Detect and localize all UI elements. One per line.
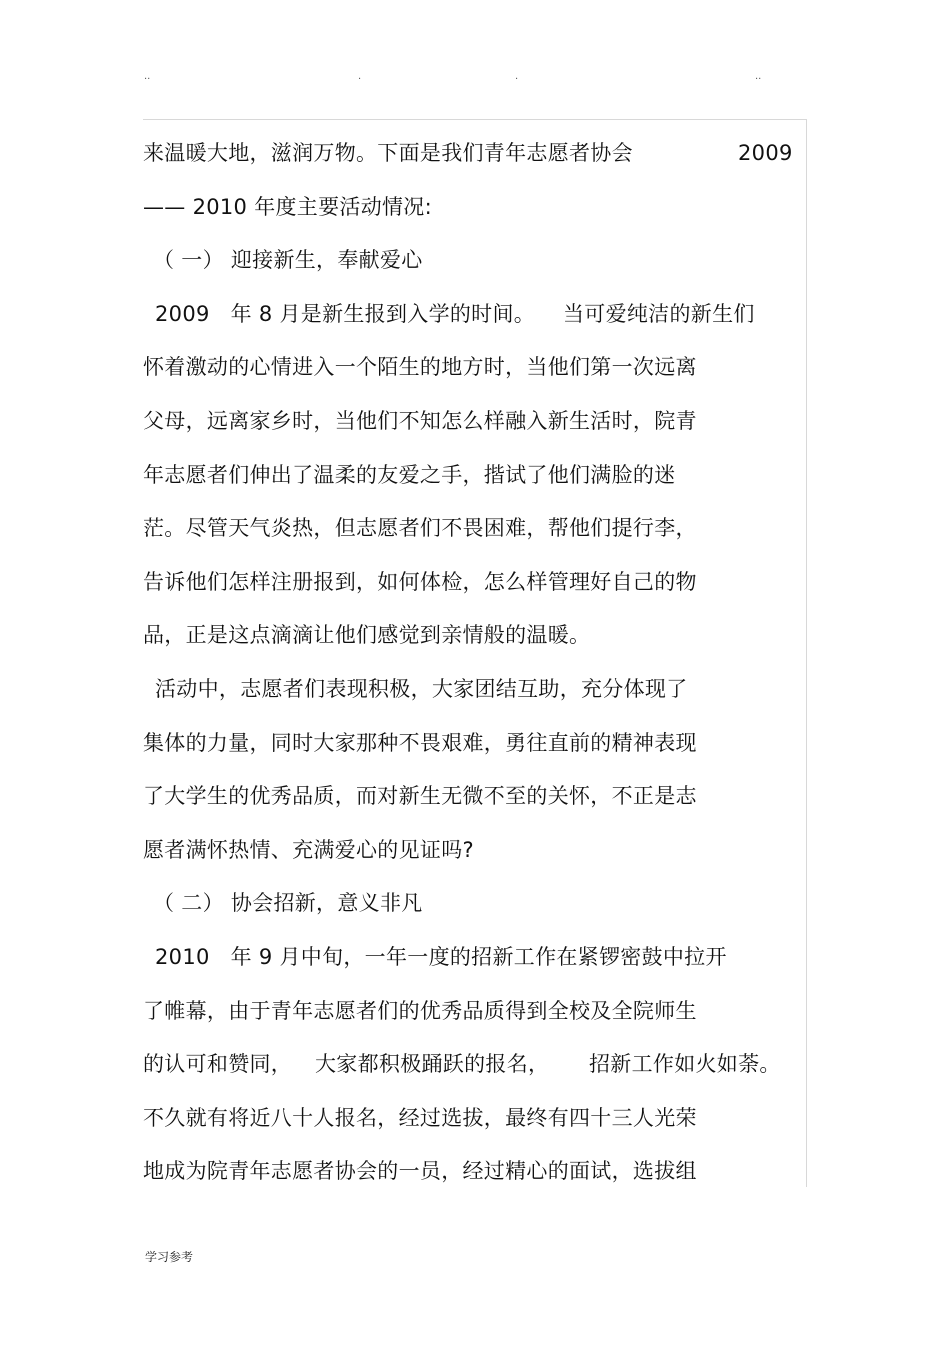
text-line — [143, 395, 803, 449]
text-line — [143, 663, 803, 717]
frame-right-border — [806, 119, 807, 1187]
text-segment: （ 二） 协会招新，意义非凡 — [153, 891, 423, 916]
page-header-marks — [0, 72, 950, 92]
text-line — [143, 127, 803, 181]
header-mark: . — [515, 71, 519, 82]
text-segment: 招新工作如火如荼。 — [589, 1052, 781, 1077]
text-line — [143, 770, 803, 824]
footer-label: 学习参考 — [145, 1250, 194, 1264]
text-segment: 地成为院青年志愿者协会的一员，经过精心的面试，选拔组 — [143, 1159, 697, 1184]
text-segment: 年志愿者们伸出了温柔的友爱之手，揩试了他们满脸的迷 — [143, 462, 676, 487]
section-heading — [143, 877, 803, 931]
text-segment: 父母，远离家乡时，当他们不知怎么样融入新生活时，院青 — [143, 408, 697, 433]
text-segment: 集体的力量，同时大家那种不畏艰难，勇往直前的精神表现 — [143, 730, 697, 755]
text-line — [143, 556, 803, 610]
text-segment: 2009 年 8 月是新生报到入学的时间。 当可爱纯洁的新生们 — [155, 301, 755, 326]
text-segment: 怀着激动的心情进入一个陌生的地方时，当他们第一次远离 — [143, 355, 697, 380]
frame-top-border — [143, 119, 807, 120]
section-heading — [143, 234, 803, 288]
text-segment: 品，正是这点滴滴让他们感觉到亲情般的温暖。 — [143, 623, 591, 648]
text-line — [143, 502, 803, 556]
text-segment: 大家都积极踊跃的报名， — [315, 1052, 550, 1077]
text-line — [143, 341, 803, 395]
text-segment: 来温暖大地，滋润万物。下面是我们青年志愿者协会 — [143, 141, 633, 165]
text-line — [143, 717, 803, 771]
text-segment: 不久就有将近八十人报名，经过选拔，最终有四十三人光荣 — [143, 1105, 697, 1130]
text-line — [143, 1145, 803, 1199]
text-line — [143, 609, 803, 663]
text-segment: 告诉他们怎样注册报到，如何体检，怎么样管理好自己的物 — [143, 569, 697, 594]
text-line — [143, 1092, 803, 1146]
text-segment: 2009 — [738, 141, 793, 165]
text-line — [143, 824, 803, 878]
text-line — [143, 931, 803, 985]
text-segment: 愿者满怀热情、充满爱心的见证吗? — [143, 837, 474, 862]
text-line — [143, 985, 803, 1039]
text-line — [143, 288, 803, 342]
text-segment: —— 2010 年度主要活动情况: — [143, 194, 432, 219]
text-line — [143, 1038, 803, 1092]
text-segment: 了大学生的优秀品质，而对新生无微不至的关怀，不正是志 — [143, 784, 697, 809]
text-segment: 活动中，志愿者们表现积极，大家团结互助，充分体现了 — [155, 676, 688, 701]
text-segment: 了帷幕，由于青年志愿者们的优秀品质得到全校及全院师生 — [143, 998, 697, 1023]
text-segment: （ 一） 迎接新生，奉献爱心 — [153, 248, 423, 273]
header-mark: .. — [144, 71, 151, 82]
header-mark: .. — [755, 71, 762, 82]
text-line — [143, 181, 803, 235]
text-segment: 茫。尽管天气炎热，但志愿者们不畏困难，帮他们提行李， — [143, 516, 697, 541]
text-line — [143, 449, 803, 503]
text-segment: 2010 年 9 月中旬，一年一度的招新工作在紧锣密鼓中拉开 — [155, 944, 727, 969]
text-segment: 的认可和赞同， — [143, 1052, 293, 1077]
header-mark: . — [358, 71, 362, 82]
document-body — [143, 127, 803, 1199]
